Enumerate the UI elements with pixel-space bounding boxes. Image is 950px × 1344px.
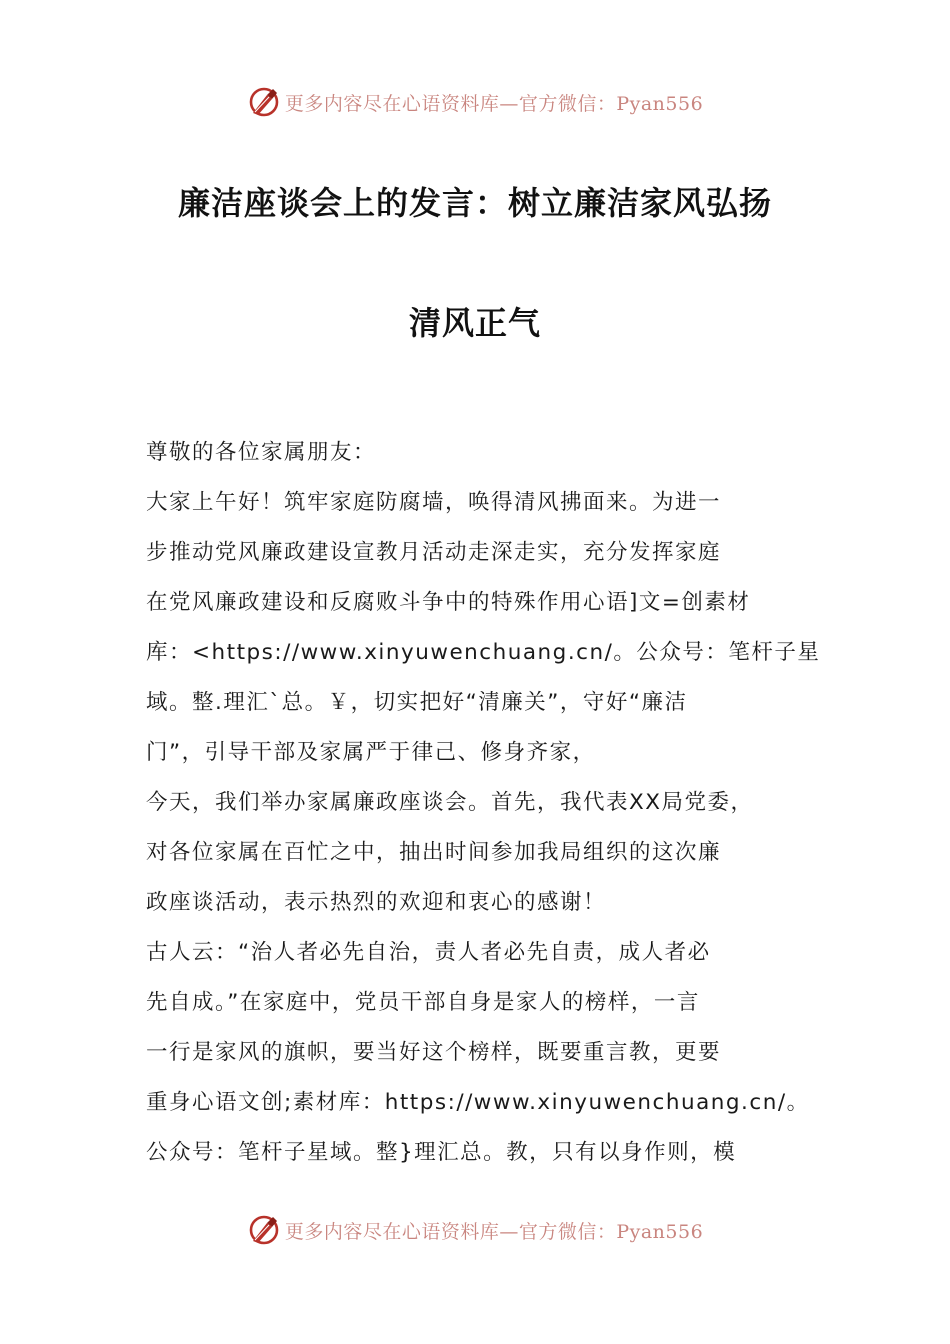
- body-line: 库：<https://www.xinyuwenchuang.cn/。公众号：笔杆子星: [146, 640, 821, 665]
- header-banner-text: 更多内容尽在心语资料库—官方微信：Pyan556: [284, 92, 704, 115]
- body-line: 重身心语文创;素材库：https://www.xinyuwenchuang.cn/。: [146, 1090, 810, 1115]
- body-line: 今天，我们举办家属廉政座谈会。首先，我代表XX局党委，: [146, 790, 754, 815]
- body-line: 公众号：笔杆子星域。整}理汇总。教，只有以身作则，模: [146, 1140, 737, 1165]
- footer-banner: [0, 1210, 950, 1250]
- body-line: 域。整.理汇`总。￥，切实把好“清廉关”，守好“廉洁: [146, 690, 688, 715]
- footer-banner-text: 更多内容尽在心语资料库—官方微信：Pyan556: [284, 1220, 704, 1243]
- body-line: 对各位家属在百忙之中，抽出时间参加我局组织的这次廉: [146, 840, 722, 865]
- body-line: 大家上午好！筑牢家庭防腐墙，唤得清风拂面来。为进一: [146, 490, 722, 515]
- body-line: 步推动党风廉政建设宣教月活动走深走实，充分发挥家庭: [146, 540, 722, 565]
- document-title-line-1: 廉洁座谈会上的发言：树立廉洁家风弘扬: [177, 184, 772, 222]
- document-title-line-2: 清风正气: [408, 304, 541, 342]
- body-line: 门”，引导干部及家属严于律己、修身齐家，: [146, 740, 596, 765]
- document-body: [146, 428, 836, 1178]
- body-line: 政座谈活动，表示热烈的欢迎和衷心的感谢！: [146, 890, 607, 915]
- pen-nib-logo-icon: [247, 1213, 281, 1247]
- body-line: 尊敬的各位家属朋友：: [146, 440, 377, 465]
- body-line: 先自成。”在家庭中，党员干部自身是家人的榜样，一言: [146, 990, 700, 1015]
- body-line: 一行是家风的旗帜，要当好这个榜样，既要重言教，更要: [146, 1040, 722, 1065]
- body-line: 古人云：“治人者必先自治，责人者必先自责，成人者必: [146, 940, 711, 965]
- pen-nib-logo-icon: [247, 85, 281, 119]
- body-line: 在党风廉政建设和反腐败斗争中的特殊作用心语]文=创素材: [146, 590, 751, 615]
- header-banner: [0, 82, 950, 122]
